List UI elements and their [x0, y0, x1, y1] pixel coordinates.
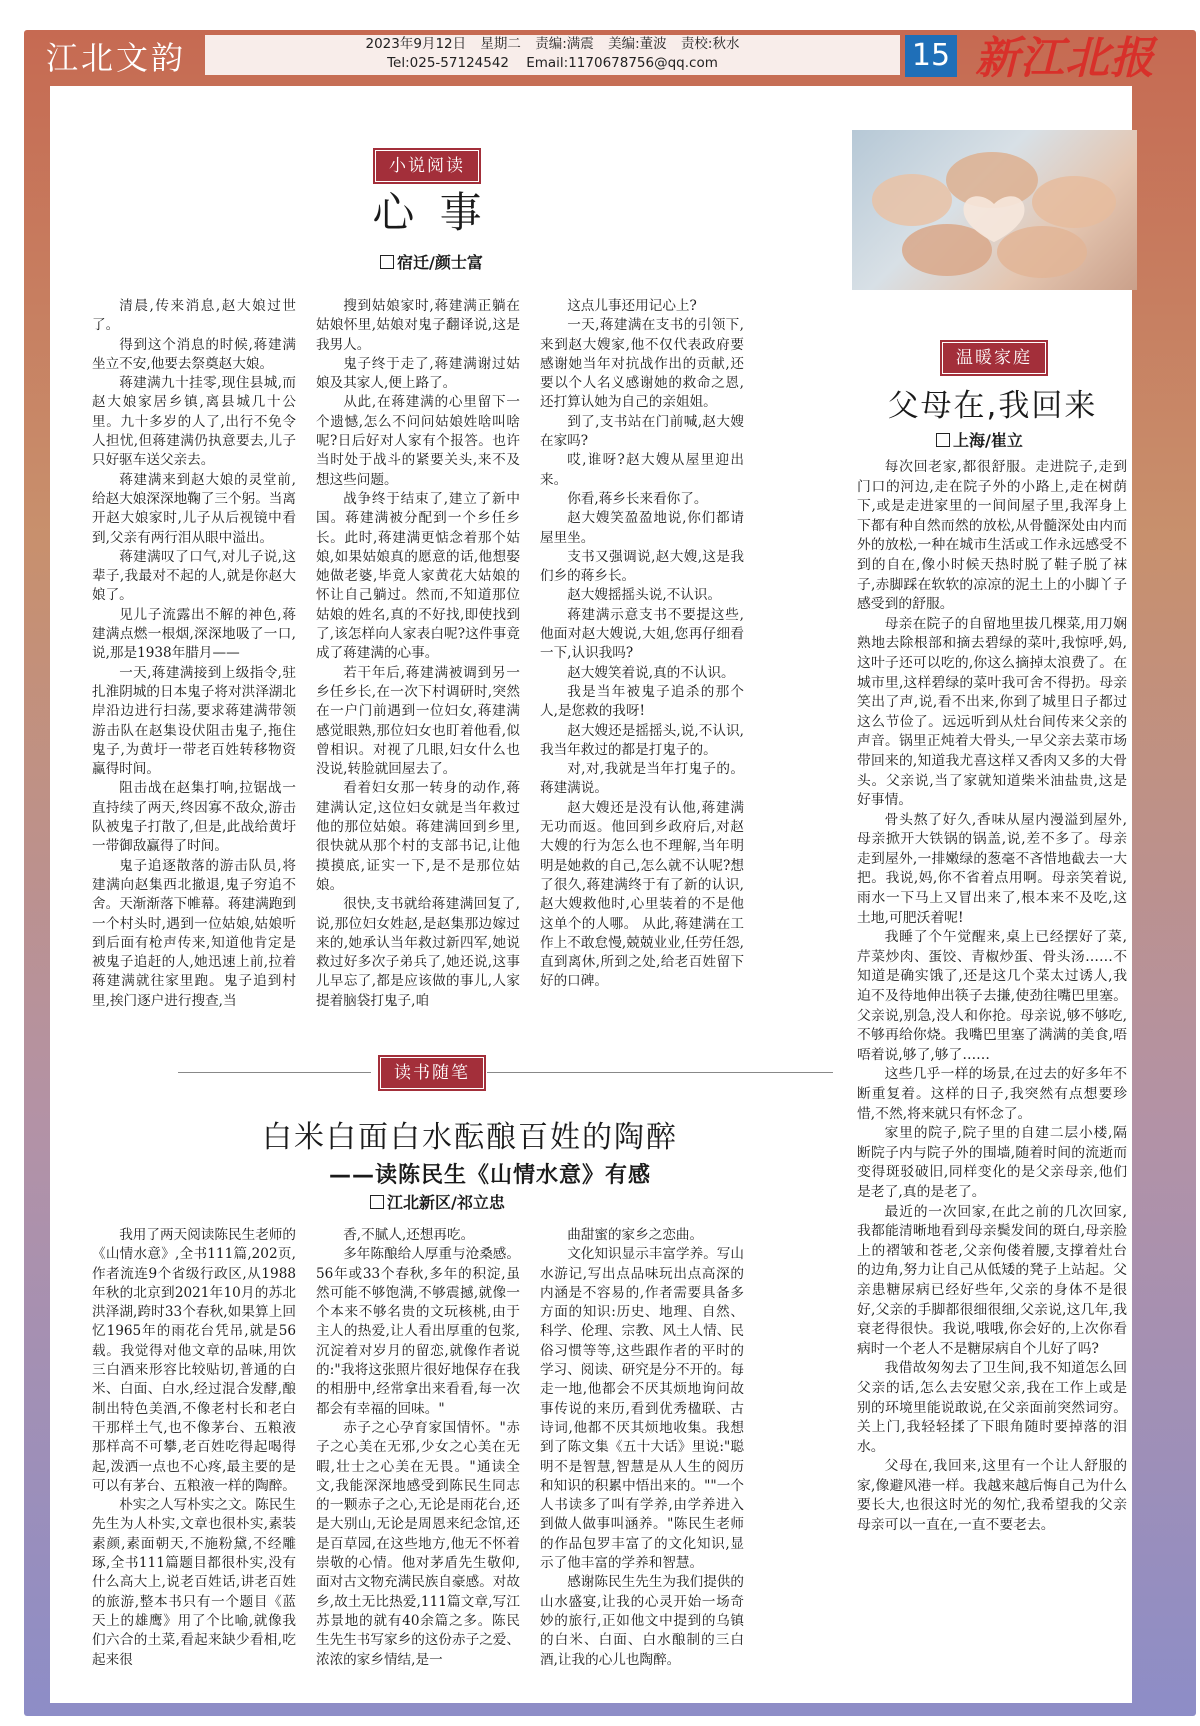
- divider-right: [487, 1072, 833, 1073]
- paragraph: 到了,支书站在门前喊,赵大嫂在家吗?: [540, 413, 744, 450]
- paragraph: 母亲在院子的自留地里拔几棵菜,用刀娴熟地去除根部和摘去碧绿的菜叶,我惊呼,妈,这叶子还可以吃的,你这么摘掉太浪费了。在城市里,这样碧绿的菜叶我可舍不得扔。母亲笑出了声,说,看不出来,你到了城里日子都过这么节俭了。远远听到从灶台间传来父亲的声音。锅里正炖着大骨头,一早父亲去菜市场带回来的,知道我尤喜这样又香肉又多的大骨头。父亲说,当了家就知道柴米油盐贵,这是好事情。: [857, 615, 1127, 809]
- story3-byline-text: 上海/崔立: [953, 431, 1023, 450]
- story2-subtitle: ——读陈民生《山情水意》有感: [328, 1163, 651, 1188]
- info-bar: [205, 35, 900, 75]
- paragraph: 支书又强调说,赵大嫂,这是我们乡的蒋乡长。: [540, 548, 744, 585]
- byline-box-icon: [936, 433, 950, 447]
- paragraph: 赵大嫂还是摇摇头,说,不认识,我当年救过的都是打鬼子的。: [540, 722, 744, 758]
- paragraph: 赵大嫂摇摇头说,不认识。: [567, 587, 722, 604]
- tag-warm-family: 温暖家庭: [940, 340, 1048, 376]
- paragraph: 清晨,传来消息,赵大娘过世了。: [92, 298, 296, 334]
- page-number: 15: [905, 35, 957, 77]
- paragraph: 蒋建满叹了口气,对儿子说,这辈子,我最对不起的人,就是你赵大娘了。: [92, 548, 296, 604]
- paragraph: 我用了两天阅读陈民生老师的《山情水意》,全书111篇,202页,作者流连9个省级行政区,从1988年秋的北京到2021年10月的苏北洪泽湖,跨时33个春秋,如果算上回忆1965年的雨花台凭吊,就是56载。我觉得对他文章的品味,用饮三白酒来形容比较贴切,普通的白米、白面、白水,经过混合发酵,酿制出特色美酒,不像老村长和老白干那样土气,也不像茅台、五粮液那样高不可攀,老百姓吃得起喝得起,泼洒一点也不心疼,最主要的是可以有茅台、五粮液一样的陶醉。: [92, 1227, 296, 1494]
- story1-column-2: [316, 297, 520, 1009]
- byline-box-icon: [380, 255, 394, 269]
- paragraph: 我是当年被鬼子追杀的那个人,是您救的我呀!: [540, 683, 744, 720]
- contact-email: Email:1170678756@qq.com: [526, 55, 718, 71]
- section-name: 江北文韵: [46, 39, 187, 77]
- story1-byline: [380, 250, 483, 273]
- paragraph: 每次回老家,都很舒服。走进院子,走到门口的河边,走在院子外的小路上,走在树荫下,或是走进家里的一间间屋子里,我浑身上下都有种自然而然的放松,从骨髓深处由内而外的放松,一种在城市生活或工作永远感受不到的自在,像小时候天热时脱了鞋子脱了袜子,赤脚踩在软软的凉凉的泥土上的小脚丫子感受到的舒服。: [857, 459, 1127, 613]
- paragraph: 赤子之心孕育家国情怀。"赤子之心美在无邪,少女之心美在无暇,壮士之心美在无畏。"通读全文,我能深深地感受到陈民生同志的一颗赤子之心,无论是雨花台,还是大别山,无论是周恩来纪念馆,还是百草园,在这些地方,他无不怀着崇敬的心情。他对茅盾先生敬仰,面对古文物充满民族自豪感。对故乡,故土无比热爱,111篇文章,写江苏景地的就有40余篇之多。陈民生先生书写家乡的这份赤子之爱、浓浓的家乡情结,是一: [316, 1419, 520, 1668]
- editor-credit: 责编:满震: [535, 36, 594, 52]
- paragraph: 这些几乎一样的场景,在过去的好多年不断重复着。这样的日子,我突然有点想要珍惜,不然,将来就只有怀念了。: [857, 1066, 1127, 1122]
- paragraph: 对,对,我就是当年打鬼子的。蒋建满说。: [540, 761, 744, 797]
- story2-byline-text: 江北新区/祁立忠: [387, 1193, 505, 1212]
- divider-left: [178, 1072, 371, 1073]
- paragraph: 朴实之人写朴实之文。陈民生先生为人朴实,文章也很朴实,素装素颜,素面朝天,不施粉黛,不经雕琢,全书111篇题目都很朴实,没有什么高大上,说老百姓话,讲老百姓的旅游,整本书只有一个题目《蓝天上的雄鹰》用了个比喻,就像我们六合的土菜,看起来缺少看相,吃起来很: [92, 1497, 296, 1668]
- story2-title: 白米白面白水酝酿百姓的陶醉: [262, 1120, 678, 1155]
- paragraph: 很快,支书就给蒋建满回复了,说,那位妇女姓赵,是赵集那边嫁过来的,她承认当年救过新四军,她说救过好多次子弟兵了,她还说,这事儿早忘了,都是应该做的事儿,人家提着脑袋打鬼子,咱: [316, 896, 520, 1009]
- paragraph: 鬼子终于走了,蒋建满谢过姑娘及其家人,便上路了。: [316, 355, 520, 392]
- story1-column-1: [92, 297, 296, 1009]
- paragraph: 曲甜蜜的家乡之恋曲。: [567, 1227, 704, 1243]
- paragraph: 战争终于结束了,建立了新中国。蒋建满被分配到一个乡任乡长。此时,蒋建满更惦念着那个姑娘,如果姑娘真的愿意的话,他想娶她做老婆,毕竟人家黄花大姑娘的怀让自己躺过。然而,不知道那位姑娘的姓名,真的不好找,即使找到了,该怎样向人家表白呢?这件事竟成了蒋建满的心事。: [316, 490, 520, 662]
- paragraph: 多年陈酿给人厚重与沧桑感。56年或33个春秋,多年的积淀,虽然可能不够饱满,不够震撼,就像一个本来不够名贵的文玩核桃,由于主人的热爱,让人看出厚重的包浆,沉淀着对岁月的留恋,就像作者说的:"我将这张照片很好地保存在我的相册中,经常拿出来看看,每一次都会有幸福的回味。": [316, 1246, 520, 1417]
- paragraph: 赵大嫂还是没有认他,蒋建满无功而返。他回到乡政府后,对赵大嫂的行为怎么也不理解,当年明明是她救的自己,怎么就不认呢?想了很久,蒋建满终于有了新的认识,赵大嫂救他时,心里装着的不是他这单个的人哪。 从此,蒋建满在工作上不敢怠慢,兢兢业业,任劳任怨,直到离休,所到之处,给老百姓留下好的口碑。: [540, 799, 744, 990]
- paragraph: 一天,蒋建满在支书的引领下,来到赵大嫂家,他不仅代表政府要感谢她当年对抗战作出的贡献,还要以个人名义感谢她的救命之恩,还打算认她为自己的亲姐姐。: [540, 317, 744, 411]
- story2-column-3: [540, 1226, 744, 1666]
- paragraph: 我借故匆匆去了卫生间,我不知道怎么回父亲的话,怎么去安慰父亲,我在工作上或是别的环境里能说敢说,在父亲面前突然词穷。关上门,我轻轻揉了下眼角随时要掉落的泪水。: [857, 1360, 1127, 1455]
- paragraph: 蒋建满来到赵大娘的灵堂前,给赵大娘深深地鞠了三个躬。当离开赵大娘家时,儿子从后视镜中看到,父亲有两行泪从眼中溢出。: [92, 471, 296, 546]
- newspaper-logo: 新江北报: [975, 33, 1155, 84]
- story1-title: 心 事: [372, 188, 488, 237]
- paragraph: 赵大嫂笑盈盈地说,你们都请屋里坐。: [540, 510, 744, 546]
- story3-column: [857, 458, 1127, 1658]
- paragraph: 家里的院子,院子里的自建二层小楼,隔断院子内与院子外的围墙,随着时间的流逝而变得斑驳破旧,同样变化的是父亲母亲,他们是老了,真的是老了。: [857, 1125, 1127, 1200]
- hands-heart-photo: [852, 130, 1137, 290]
- issue-date: 2023年9月12日: [365, 36, 467, 52]
- paragraph: 父母在,我回来,这里有一个让人舒服的家,像避风港一样。我越来越后悔自己为什么要长大,也很这时光的匆忙,我希望我的父亲母亲可以一直在,一直不要老去。: [857, 1458, 1127, 1534]
- story1-column-3: [540, 297, 744, 990]
- paragraph: 我睡了个午觉醒来,桌上已经摆好了菜,芹菜炒肉、蛋饺、青椒炒蛋、骨头汤……不知道是确实饿了,还是这几个菜太过诱人,我迫不及待地伸出筷子去搛,使劲往嘴巴里塞。父亲说,别急,没人和你抢。母亲说,够不够吃,不够再给你烧。我嘴巴里塞了满满的美食,唔唔着说,够了,够了……: [857, 929, 1127, 1063]
- paragraph: 搜到姑娘家时,蒋建满正躺在姑娘怀里,姑娘对鬼子翻译说,这是我男人。: [316, 298, 520, 353]
- story2-byline: [370, 1190, 505, 1213]
- paragraph: 看着妇女那一转身的动作,蒋建满认定,这位妇女就是当年救过他的那位姑娘。蒋建满回到乡里,很快就从那个村的支部书记,让他摸摸底,证实一下,是不是那位姑娘。: [316, 780, 520, 893]
- paragraph: 香,不腻人,还想再吃。: [343, 1227, 475, 1243]
- paragraph: 一天,蒋建满接到上级指令,驻扎淮阴城的日本鬼子将对洪泽湖北岸沿边进行扫荡,要求蒋建满带领游击队在赵集设伏阻击鬼子,拖住鬼子,为黄圩一带老百姓转移物资赢得时间。: [92, 664, 296, 778]
- paragraph: 从此,在蒋建满的心里留下一个遗憾,怎么不问问姑娘姓啥叫啥呢?日后好对人家有个报答。也许当时处于战斗的紧要关头,来不及想这些问题。: [316, 394, 520, 488]
- paragraph: 鬼子追逐散落的游击队员,将建满向赵集西北撤退,鬼子穷追不舍。天渐渐落下帷幕。蒋建满跑到一个村头时,遇到一位姑娘,姑娘听到后面有枪声传来,知道他肯定是被鬼子追赶的人,她迅速上前,拉着蒋建满就往家里跑。鬼子追到村里,挨门逐户进行搜查,当: [92, 857, 296, 1009]
- paragraph: 若干年后,蒋建满被调到另一乡任乡长,在一次下村调研时,突然在一户门前遇到一位妇女,蒋建满感觉眼熟,那位妇女也盯着他看,似曾相识。对视了几眼,妇女什么也没说,转脸就回屋去了。: [316, 664, 520, 778]
- paragraph: 赵大嫂笑着说,真的不认识。: [567, 664, 735, 681]
- paragraph: 你看,蒋乡长来看你了。: [567, 490, 708, 507]
- proof-credit: 责校:秋水: [680, 36, 740, 52]
- paragraph: 蒋建满九十挂零,现住县城,而赵大娘家居乡镇,离县城几十公里。九十多岁的人了,出行不免令人担忧,但蒋建满仍执意要去,儿子只好驱车送父亲去。: [92, 375, 296, 469]
- tag-reading-notes: 读书随笔: [378, 1055, 486, 1091]
- paragraph: 阻击战在赵集打响,拉锯战一直持续了两天,终因寡不敌众,游击队被鬼子打散了,但是,此战给黄圩一带御敌赢得了时间。: [92, 780, 296, 855]
- paragraph: 见儿子流露出不解的神色,蒋建满点燃一根烟,深深地吸了一口,说,那是1938年腊月——: [92, 606, 296, 662]
- paragraph: 得到这个消息的时候,蒋建满坐立不安,他要去祭奠赵大娘。: [92, 336, 296, 372]
- issue-weekday: 星期二: [480, 36, 521, 52]
- contact-tel: Tel:025-57124542: [387, 55, 510, 71]
- paragraph: 最近的一次回家,在此之前的几次回家,我都能清晰地看到母亲鬓发间的斑白,母亲脸上的褶皱和苍老,父亲佝偻着腰,支撑着灶台的边角,努力让自己从低矮的凳子上站起。父亲患糖尿病已经好些年,父亲的身体不是很好,父亲的手脚都很细很细,父亲说,这几年,我衰老得很快。我说,哦哦,你会好的,上次你看病时一个老人不是糖尿病自个儿好了吗?: [857, 1203, 1127, 1357]
- paragraph: 哎,谁呀?赵大嫂从屋里迎出来。: [540, 452, 744, 488]
- paragraph: 骨头熬了好久,香味从屋内漫溢到屋外,母亲掀开大铁锅的锅盖,说,差不多了。母亲走到屋外,一排嫩绿的葱毫不吝惜地截去一大把。我说,妈,你不省着点用啊。母亲笑着说,雨水一下马上又冒出来了,根本来不及吃,这土地,可肥沃着呢!: [857, 811, 1127, 926]
- tag-novel-reading: 小说阅读: [373, 148, 481, 184]
- paragraph: 蒋建满示意支书不要提这些,他面对赵大嫂说,大姐,您再仔细看一下,认识我吗?: [540, 606, 744, 662]
- art-credit: 美编:董波: [608, 36, 667, 52]
- paragraph: 这点儿事还用记心上?: [567, 298, 697, 314]
- story1-byline-text: 宿迁/颜士富: [397, 253, 483, 272]
- paragraph: 感谢陈民生先生为我们提供的山水盛宴,让我的心灵开始一场奇妙的旅行,正如他文中提到的乌镇的白米、白面、白水酿制的三白酒,让我的心儿也陶醉。: [540, 1574, 744, 1668]
- story2-column-1: [92, 1226, 296, 1666]
- story3-title: 父母在,我回来: [887, 388, 1098, 424]
- paragraph: 文化知识显示丰富学养。写山水游记,写出点品味玩出点高深的内涵是不容易的,作者需要具备多方面的知识:历史、地理、自然、科学、伦理、宗教、风土人情、民俗习惯等等,这些跟作者的平时的学习、阅读、研究是分不开的。每走一地,他都会不厌其烦地询问故事传说的来历,看到优秀楹联、古诗词,他都不厌其烦地收集。我想到了陈文集《五十大话》里说:"聪明不是智慧,智慧是从人生的阅历和知识的积累中悟出来的。""一个人书读多了叫有学养,由学养进入到做人做事叫涵养。"陈民生老师的作品包罗丰富了的文化知识,显示了他丰富的学养和智慧。: [540, 1246, 744, 1572]
- story2-column-2: [316, 1226, 520, 1666]
- story3-byline: [936, 428, 1023, 451]
- byline-box-icon: [370, 1195, 384, 1209]
